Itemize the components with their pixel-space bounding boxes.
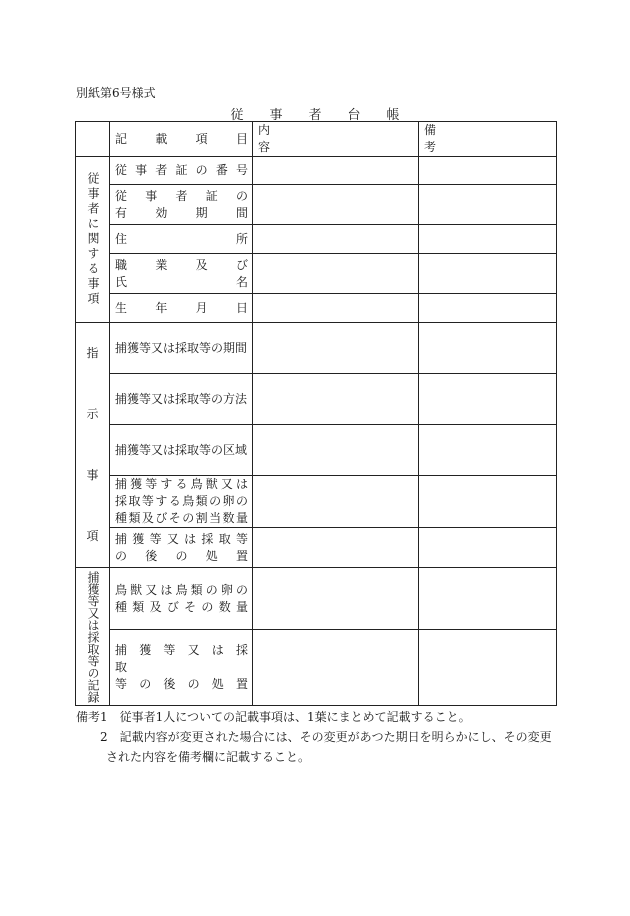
row-occupation-name: 職 業 及 び 氏 名 xyxy=(110,254,253,294)
table-row xyxy=(76,630,557,706)
header-remarks: 備 考 xyxy=(419,122,557,157)
ledger-table xyxy=(75,121,569,706)
row-certificate-number: 従事者証の番号 xyxy=(110,157,253,185)
remarks-cell[interactable] xyxy=(419,528,557,568)
header-row xyxy=(76,122,557,157)
group-instructions-char: 示 xyxy=(86,407,99,421)
table-row xyxy=(76,294,557,323)
group-worker-matters xyxy=(76,157,110,323)
content-cell[interactable] xyxy=(253,294,419,323)
group-worker-label: 従事者に関する事項 xyxy=(86,172,100,307)
table-row xyxy=(76,185,557,225)
remarks-cell[interactable] xyxy=(419,476,557,528)
group-capture-record xyxy=(76,568,110,706)
group-record-label: 捕獲等又は採取等の記録 xyxy=(86,570,100,703)
group-instructions-char: 事 xyxy=(86,468,99,482)
row-address: 住 所 xyxy=(110,225,253,254)
row-certificate-validity: 従 事 者 証 の 有 効 期 間 xyxy=(110,185,253,225)
group-instructions xyxy=(76,323,110,568)
table-row xyxy=(76,225,557,254)
header-blank-cell xyxy=(76,122,110,157)
row-species-quota: 捕獲等する鳥獣又は 採取等する鳥類の卵の 種類及びその割当数量 xyxy=(110,476,253,528)
remarks-cell[interactable] xyxy=(419,568,557,630)
remarks-cell[interactable] xyxy=(419,374,557,425)
note-2-continued: された内容を備考欄に記載すること。 xyxy=(106,750,311,764)
table-row xyxy=(76,374,557,425)
table-row xyxy=(76,476,557,528)
table-row xyxy=(76,568,557,630)
row-capture-area: 捕獲等又は採取等の区域 xyxy=(110,425,253,476)
remarks-cell[interactable] xyxy=(419,425,557,476)
content-cell[interactable] xyxy=(253,225,419,254)
row-record-disposal: 捕 獲 等 又 は 採 取 等 の 後 の 処 置 xyxy=(110,630,253,706)
remarks-cell[interactable] xyxy=(419,323,557,374)
content-cell[interactable] xyxy=(253,568,419,630)
content-cell[interactable] xyxy=(253,630,419,706)
page-title: 従 事 者 台 帳 xyxy=(230,108,400,123)
content-cell[interactable] xyxy=(253,157,419,185)
table-row xyxy=(76,254,557,294)
content-cell[interactable] xyxy=(253,528,419,568)
notes-section xyxy=(76,707,561,767)
form-number-label: 別紙第6号様式 xyxy=(76,86,156,100)
table-row xyxy=(76,323,557,374)
remarks-cell[interactable] xyxy=(419,630,557,706)
group-instructions-char: 指 xyxy=(86,346,99,360)
content-cell[interactable] xyxy=(253,323,419,374)
content-cell[interactable] xyxy=(253,185,419,225)
content-cell[interactable] xyxy=(253,476,419,528)
header-item: 記 載 項 目 xyxy=(110,122,253,157)
content-cell[interactable] xyxy=(253,374,419,425)
remarks-cell[interactable] xyxy=(419,185,557,225)
note-1: 備考1 従事者1人についての記載事項は、1葉にまとめて記載すること。 xyxy=(76,710,471,724)
group-instructions-char: 項 xyxy=(86,529,99,543)
content-cell[interactable] xyxy=(253,254,419,294)
row-birthdate: 生 年 月 日 xyxy=(110,294,253,323)
row-capture-method: 捕獲等又は採取等の方法 xyxy=(110,374,253,425)
content-cell[interactable] xyxy=(253,425,419,476)
header-content: 内 容 xyxy=(253,122,419,157)
remarks-cell[interactable] xyxy=(419,294,557,323)
remarks-cell[interactable] xyxy=(419,254,557,294)
table-row xyxy=(76,528,557,568)
row-species-count: 鳥獣又は鳥類の卵の 種類及びその数量 xyxy=(110,568,253,630)
row-post-capture-disposal: 捕獲等又は採取等 の 後 の 処 置 xyxy=(110,528,253,568)
row-capture-period: 捕獲等又は採取等の期間 xyxy=(110,323,253,374)
remarks-cell[interactable] xyxy=(419,157,557,185)
table-row xyxy=(76,425,557,476)
remarks-cell[interactable] xyxy=(419,225,557,254)
note-2: 2 記載内容が変更された場合には、その変更があつた期日を明らかにし、その変更 xyxy=(100,730,552,744)
table-row xyxy=(76,157,557,185)
